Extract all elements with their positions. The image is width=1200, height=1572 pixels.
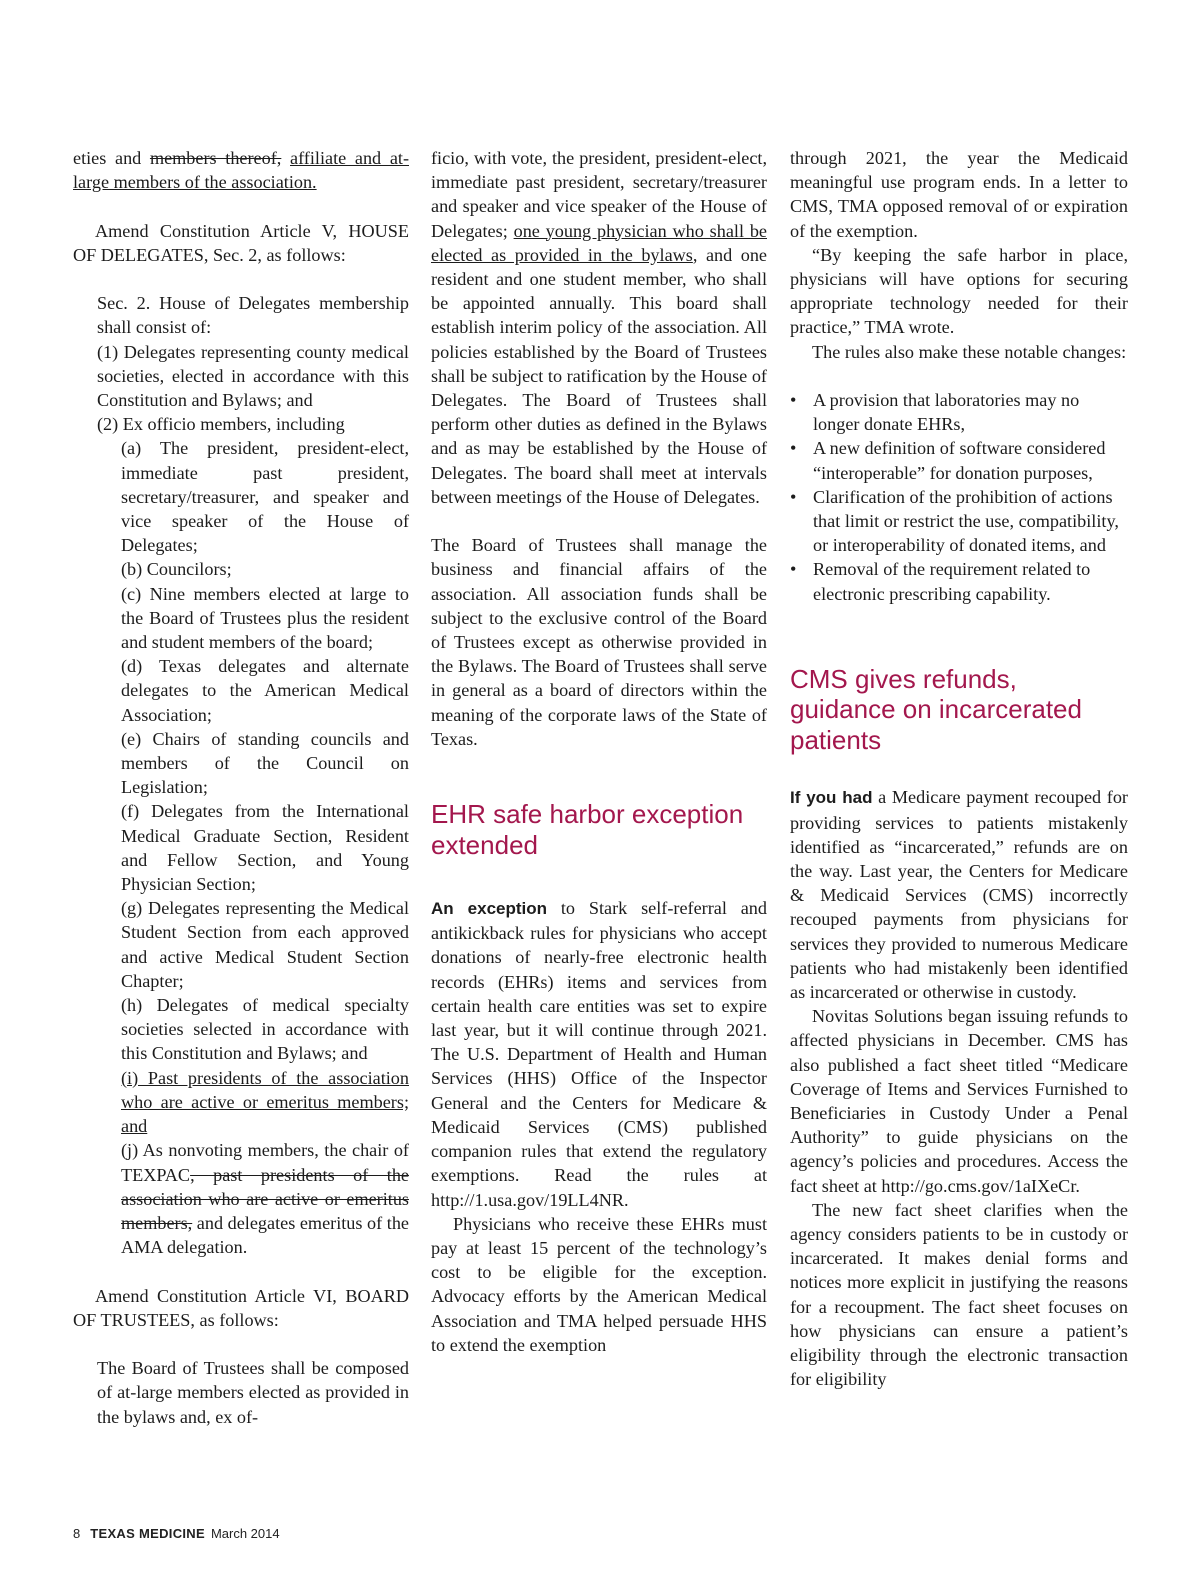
- paragraph: eties and members thereof, affiliate and at-large members of the association.: [73, 148, 409, 193]
- paragraph: The new fact sheet clarifies when the agency considers patients to be in custody or incarcerated. It makes denial forms and notices more explicit in justifying the reasons for a recoupment. The fact sheet focuses on how physicians can ensure a patient’s eligibility through the electronic transaction for eligibility: [790, 1199, 1128, 1390]
- column-3: [790, 146, 1128, 1391]
- list-item: (1) Delegates representing county medical societies, elected in accordance with this Constitution and Bylaws; and: [97, 341, 409, 410]
- lead-in: An exception: [431, 899, 548, 919]
- struck-text: , past presidents of the association who are active or emeritus members,: [121, 1164, 409, 1233]
- paragraph: An exception to Stark self-referral and antikickback rules for physicians who accept donations of nearly-free electronic health records (EHRs) items and services from certain health care entities was set to expire last year, but it will continue through 2021. The U.S. Department of Health and Human Services (HHS) Office of the Inspector General and the Centers for Medicare & Medicaid Services (CMS) published companion rules that extend the regulatory exemptions. Read the rules at http://1.usa.gov/19LL4NR.: [431, 898, 767, 1210]
- paragraph: The Board of Trustees shall manage the business and financial affairs of the association. All association funds shall be subject to the exclusive control of the Board of Trustees except as otherwise provided in the Bylaws. The Board of Trustees shall serve in general as a board of directors within the meaning of the corporate laws of the State of Texas.: [431, 535, 767, 749]
- sub-item: (b) Councilors;: [121, 559, 232, 580]
- underlined-text: one young physician who shall be elected as provided in the bylaws: [431, 220, 767, 265]
- page-number: 8: [73, 1526, 81, 1541]
- struck-text: members thereof,: [149, 148, 282, 168]
- sub-item: (a) The president, president-elect, immediate past president, secretary/treasurer, and speaker and vice speaker of the House of Delegates;: [121, 438, 409, 556]
- issue-date: March 2014: [210, 1526, 280, 1541]
- paragraph: “By keeping the safe harbor in place, physicians will have options for securing appropriate technology needed for their practice,” TMA wrote.: [790, 244, 1128, 338]
- sub-item: (h) Delegates of medical specialty societies selected in accordance with this Constitution and Bylaws; and: [121, 995, 409, 1064]
- publication-name: TEXAS MEDICINE: [90, 1526, 205, 1541]
- sub-item: (j) As nonvoting members, the chair of TEXPAC, past presidents of the association who are active or emeritus members, and delegates emeritus of the AMA delegation.: [121, 1140, 409, 1258]
- sub-item: (c) Nine members elected at large to the Board of Trustees plus the resident and student members of the board;: [121, 583, 409, 653]
- paragraph: The Board of Trustees shall be composed of at-large members elected as provided in the bylaws and, ex of-: [97, 1358, 409, 1427]
- sub-item: (d) Texas delegates and alternate delegates to the American Medical Association;: [121, 656, 409, 725]
- section-heading: EHR safe harbor exception extended: [431, 799, 744, 860]
- section-heading: CMS gives refunds, guidance on incarcerated patients: [790, 663, 1082, 755]
- paragraph: The rules also make these notable changes:: [812, 341, 1127, 362]
- paragraph: Amend Constitution Article V, HOUSE OF DELEGATES, Sec. 2, as follows:: [73, 220, 409, 265]
- sub-item: (g) Delegates representing the Medical Student Section from each approved and active Medical Student Section Chapter;: [121, 898, 409, 991]
- underlined-text: affiliate and at-large members of the association.: [73, 148, 409, 193]
- page-footer: [73, 1526, 280, 1541]
- sub-item: (e) Chairs of standing councils and members of the Council on Legislation;: [121, 728, 409, 798]
- sub-item-added: (i) Past presidents of the association who are active or emeritus members; and: [121, 1067, 409, 1137]
- paragraph: Physicians who receive these EHRs must pay at least 15 percent of the technology’s cost to be eligible for the exception. Advocacy efforts by the American Medical Association and TMA helped persuade HHS to extend the exemption: [431, 1213, 767, 1355]
- column-1: [73, 146, 409, 1429]
- paragraph: ficio, with vote, the president, president-elect, immediate past president, secretary/treasurer and speaker and vice speaker of the House of Delegates; one young physician who shall be elected as provided in the bylaws, and one resident and one student member, who shall be appointed annually. This board shall establish interim policy of the association. All policies established by the Board of Trustees shall be subject to ratification by the House of Delegates. The Board of Trustees shall perform other duties as defined in the Bylaws and as may be established by the House of Delegates. The board shall meet at intervals between meetings of the House of Delegates.: [431, 148, 767, 507]
- paragraph: Amend Constitution Article VI, BOARD OF TRUSTEES, as follows:: [73, 1285, 409, 1330]
- bullet-list: [790, 388, 1128, 606]
- paragraph: through 2021, the year the Medicaid meaningful use program ends. In a letter to CMS, TMA opposed removal of or expiration of the exemption.: [790, 148, 1128, 241]
- sub-item: (f) Delegates from the International Medical Graduate Section, Resident and Fellow Section, and Young Physician Section;: [121, 801, 409, 895]
- list-item: • Removal of the requirement related to electronic prescribing capability.: [790, 557, 1128, 605]
- list-item: • Clarification of the prohibition of actions that limit or restrict the use, compatibility, or interoperability of donated items, and: [790, 485, 1128, 558]
- lead-in: If you had: [790, 788, 873, 808]
- section-heading: Sec. 2. House of Delegates membership shall consist of:: [97, 293, 409, 338]
- list-item: (2) Ex officio members, including: [97, 414, 345, 435]
- list-item: • A provision that laboratories may no longer donate EHRs,: [790, 388, 1128, 436]
- paragraph: If you had a Medicare payment recouped for providing services to patients mistakenly identified as “incarcerated,” refunds are on the way. Last year, the Centers for Medicare & Medicaid Services (CMS) incorrectly recouped payments from physicians for services they provided to numerous Medicare patients who had mistakenly been identified as incarcerated or otherwise in custody.: [790, 787, 1128, 1002]
- column-2: [431, 146, 767, 1357]
- list-item: • A new definition of software considered “interoperable” for donation purposes,: [790, 436, 1128, 484]
- paragraph: Novitas Solutions began issuing refunds to affected physicians in December. CMS has also published a fact sheet titled “Medicare Coverage of Items and Services Furnished to Beneficiaries in Custody Under a Penal Authority” to guide physicians on the agency’s policies and procedures. Access the fact sheet at http://go.cms.gov/1aIXeCr.: [790, 1006, 1128, 1196]
